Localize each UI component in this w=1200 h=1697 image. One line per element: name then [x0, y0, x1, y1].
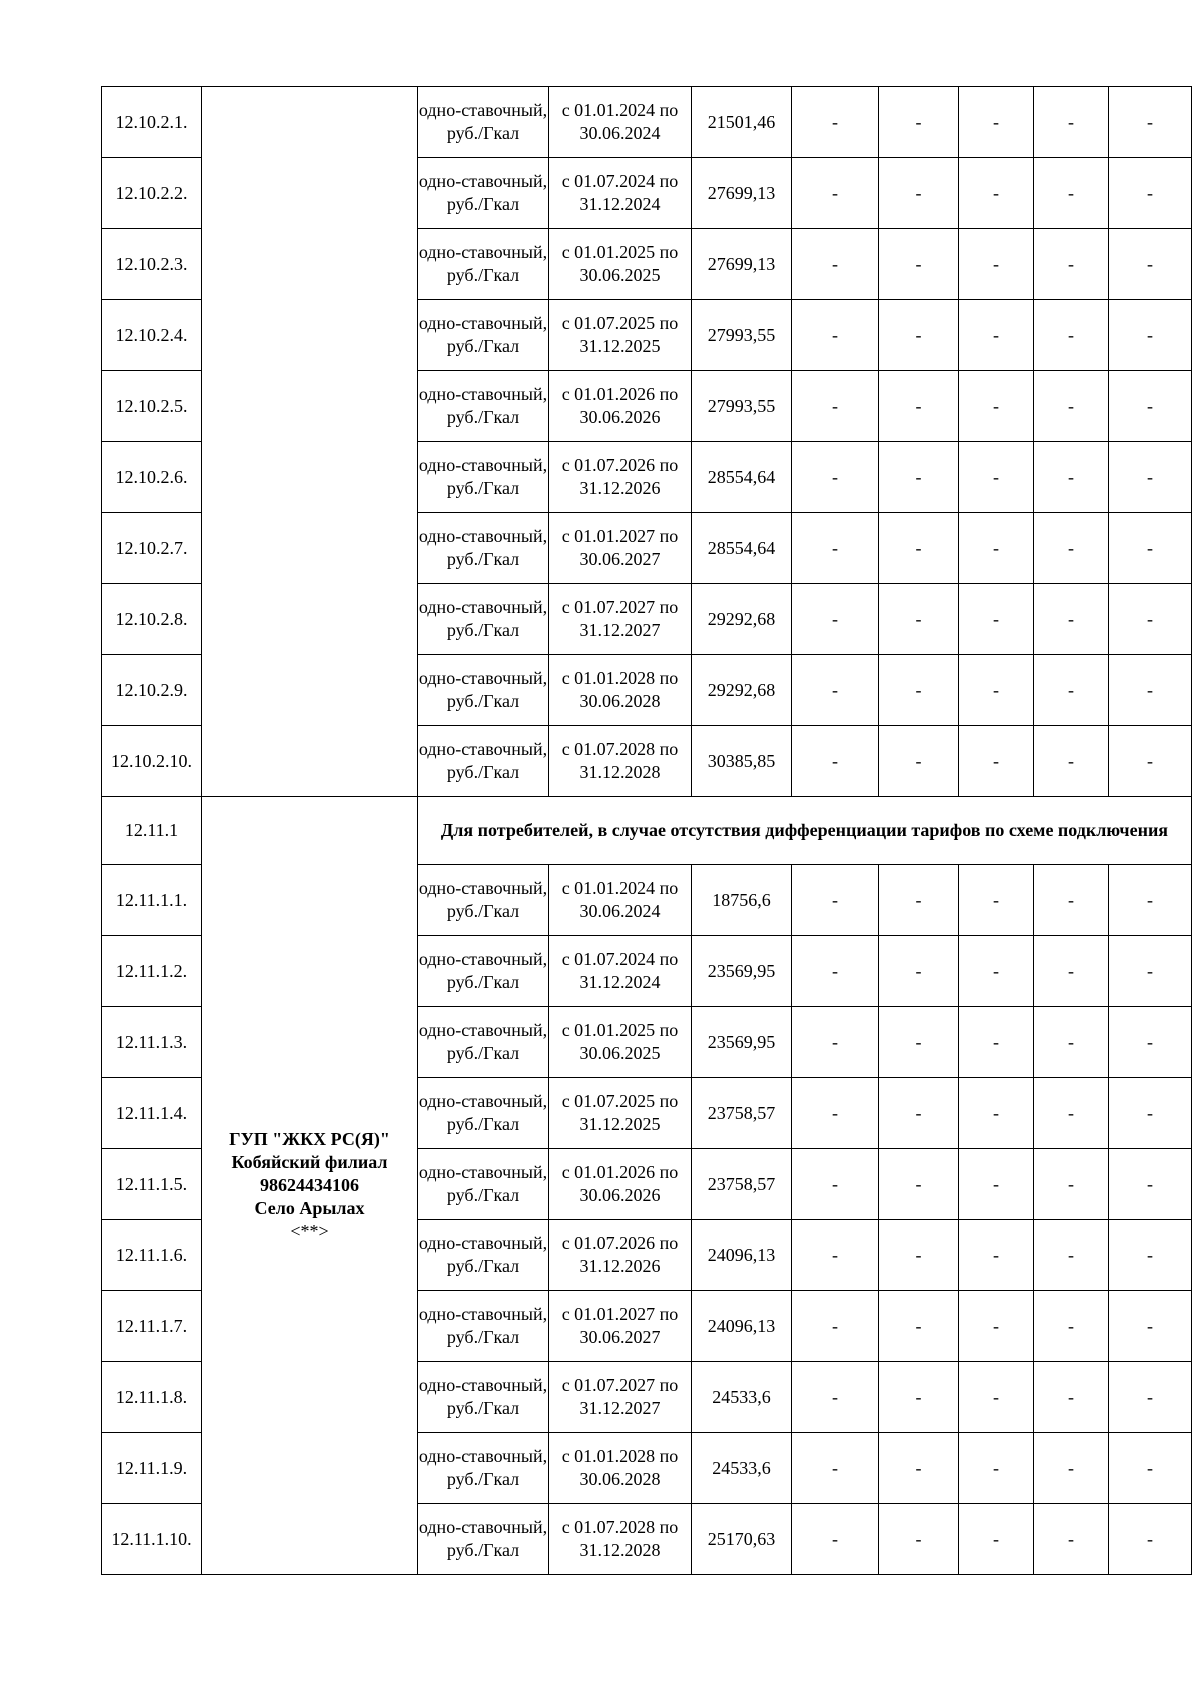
- tariff-value-cell: 23758,57: [692, 1149, 792, 1220]
- empty-value-cell: -: [1034, 1291, 1109, 1362]
- empty-value-cell: -: [792, 513, 879, 584]
- empty-value-cell: -: [1034, 726, 1109, 797]
- empty-value-cell: -: [1109, 1433, 1192, 1504]
- empty-value-cell: -: [959, 229, 1034, 300]
- tariff-value-cell: 24096,13: [692, 1220, 792, 1291]
- section-header-row: [102, 797, 1192, 865]
- empty-value-cell: -: [1109, 1504, 1192, 1575]
- empty-value-cell: -: [1109, 300, 1192, 371]
- empty-value-cell: -: [1034, 371, 1109, 442]
- rate-type-cell: одно-ставочный, руб./Гкал: [418, 87, 549, 158]
- period-cell: с 01.07.2027 по 31.12.2027: [549, 1362, 692, 1433]
- row-number-cell: 12.10.2.1.: [102, 87, 202, 158]
- rate-type-cell: одно-ставочный, руб./Гкал: [418, 1007, 549, 1078]
- empty-value-cell: -: [959, 655, 1034, 726]
- empty-value-cell: -: [1034, 300, 1109, 371]
- empty-value-cell: -: [1109, 726, 1192, 797]
- period-cell: с 01.01.2024 по 30.06.2024: [549, 865, 692, 936]
- empty-value-cell: -: [959, 300, 1034, 371]
- empty-value-cell: -: [792, 300, 879, 371]
- empty-value-cell: -: [1034, 936, 1109, 1007]
- period-cell: с 01.07.2025 по 31.12.2025: [549, 300, 692, 371]
- empty-value-cell: -: [959, 726, 1034, 797]
- empty-value-cell: -: [1109, 371, 1192, 442]
- section-header-note: Для потребителей, в случае отсутствия дифференциации тарифов по схеме подключения: [418, 797, 1192, 865]
- empty-value-cell: -: [879, 1220, 959, 1291]
- empty-value-cell: -: [792, 1291, 879, 1362]
- empty-value-cell: -: [959, 1220, 1034, 1291]
- rate-type-cell: одно-ставочный, руб./Гкал: [418, 1149, 549, 1220]
- empty-value-cell: -: [792, 936, 879, 1007]
- tariff-value-cell: 27699,13: [692, 158, 792, 229]
- empty-value-cell: -: [792, 1362, 879, 1433]
- empty-value-cell: -: [879, 1433, 959, 1504]
- empty-value-cell: -: [1109, 584, 1192, 655]
- tariff-value-cell: 24096,13: [692, 1291, 792, 1362]
- row-number-cell: 12.11.1.7.: [102, 1291, 202, 1362]
- empty-value-cell: -: [959, 1078, 1034, 1149]
- rate-type-cell: одно-ставочный, руб./Гкал: [418, 371, 549, 442]
- empty-value-cell: -: [1109, 442, 1192, 513]
- org-inn: 98624434106: [260, 1175, 359, 1195]
- row-number-cell: 12.11.1.8.: [102, 1362, 202, 1433]
- tariff-value-cell: 23569,95: [692, 1007, 792, 1078]
- empty-value-cell: -: [879, 936, 959, 1007]
- tariff-value-cell: 28554,64: [692, 513, 792, 584]
- empty-value-cell: -: [879, 1149, 959, 1220]
- empty-value-cell: -: [879, 513, 959, 584]
- empty-value-cell: -: [959, 1007, 1034, 1078]
- tariff-value-cell: 18756,6: [692, 865, 792, 936]
- period-cell: с 01.07.2027 по 31.12.2027: [549, 584, 692, 655]
- rate-type-cell: одно-ставочный, руб./Гкал: [418, 1504, 549, 1575]
- period-cell: с 01.07.2028 по 31.12.2028: [549, 726, 692, 797]
- empty-value-cell: -: [879, 371, 959, 442]
- empty-value-cell: -: [879, 1007, 959, 1078]
- empty-value-cell: -: [1034, 1504, 1109, 1575]
- period-cell: с 01.01.2026 по 30.06.2026: [549, 371, 692, 442]
- row-number-cell: 12.11.1.3.: [102, 1007, 202, 1078]
- empty-value-cell: -: [1109, 158, 1192, 229]
- section-number-cell: 12.11.1: [102, 797, 202, 865]
- empty-value-cell: -: [959, 442, 1034, 513]
- empty-value-cell: -: [1034, 442, 1109, 513]
- empty-value-cell: -: [959, 158, 1034, 229]
- tariff-value-cell: 28554,64: [692, 442, 792, 513]
- empty-value-cell: -: [792, 371, 879, 442]
- period-cell: с 01.07.2024 по 31.12.2024: [549, 936, 692, 1007]
- empty-value-cell: -: [792, 442, 879, 513]
- empty-value-cell: -: [792, 1007, 879, 1078]
- empty-value-cell: -: [1034, 229, 1109, 300]
- empty-value-cell: -: [959, 87, 1034, 158]
- empty-value-cell: -: [879, 584, 959, 655]
- empty-value-cell: -: [959, 1291, 1034, 1362]
- empty-value-cell: -: [879, 158, 959, 229]
- rate-type-cell: одно-ставочный, руб./Гкал: [418, 513, 549, 584]
- tariff-value-cell: 25170,63: [692, 1504, 792, 1575]
- empty-value-cell: -: [1109, 936, 1192, 1007]
- tariff-value-cell: 27993,55: [692, 300, 792, 371]
- row-number-cell: 12.10.2.9.: [102, 655, 202, 726]
- tariff-value-cell: 21501,46: [692, 87, 792, 158]
- row-number-cell: 12.11.1.10.: [102, 1504, 202, 1575]
- rate-type-cell: одно-ставочный, руб./Гкал: [418, 1220, 549, 1291]
- period-cell: с 01.01.2026 по 30.06.2026: [549, 1149, 692, 1220]
- period-cell: с 01.01.2027 по 30.06.2027: [549, 1291, 692, 1362]
- tariff-value-cell: 30385,85: [692, 726, 792, 797]
- org-branch: Кобяйский филиал: [231, 1152, 388, 1172]
- tariff-value-cell: 29292,68: [692, 655, 792, 726]
- empty-value-cell: -: [1034, 1362, 1109, 1433]
- empty-value-cell: -: [1034, 1433, 1109, 1504]
- row-number-cell: 12.10.2.5.: [102, 371, 202, 442]
- organization-cell: [202, 797, 418, 1575]
- empty-value-cell: -: [879, 655, 959, 726]
- empty-value-cell: -: [879, 300, 959, 371]
- empty-value-cell: -: [1109, 655, 1192, 726]
- rate-type-cell: одно-ставочный, руб./Гкал: [418, 584, 549, 655]
- rate-type-cell: одно-ставочный, руб./Гкал: [418, 936, 549, 1007]
- empty-value-cell: -: [959, 513, 1034, 584]
- row-number-cell: 12.10.2.2.: [102, 158, 202, 229]
- row-number-cell: 12.11.1.1.: [102, 865, 202, 936]
- empty-value-cell: -: [959, 1362, 1034, 1433]
- row-number-cell: 12.11.1.9.: [102, 1433, 202, 1504]
- empty-value-cell: -: [1109, 1362, 1192, 1433]
- row-number-cell: 12.10.2.3.: [102, 229, 202, 300]
- empty-value-cell: -: [879, 1078, 959, 1149]
- empty-value-cell: -: [1034, 513, 1109, 584]
- empty-value-cell: -: [1034, 87, 1109, 158]
- empty-value-cell: -: [1109, 87, 1192, 158]
- empty-value-cell: -: [959, 1433, 1034, 1504]
- rate-type-cell: одно-ставочный, руб./Гкал: [418, 300, 549, 371]
- empty-value-cell: -: [792, 158, 879, 229]
- empty-value-cell: -: [959, 936, 1034, 1007]
- empty-value-cell: -: [792, 1433, 879, 1504]
- empty-value-cell: -: [792, 726, 879, 797]
- empty-value-cell: -: [1109, 229, 1192, 300]
- empty-value-cell: -: [792, 655, 879, 726]
- period-cell: с 01.07.2026 по 31.12.2026: [549, 1220, 692, 1291]
- period-cell: с 01.07.2026 по 31.12.2026: [549, 442, 692, 513]
- empty-value-cell: -: [1109, 1291, 1192, 1362]
- org-footnote: <**>: [290, 1221, 329, 1241]
- row-number-cell: 12.10.2.6.: [102, 442, 202, 513]
- org-locality: Село Арылах: [254, 1198, 365, 1218]
- period-cell: с 01.01.2027 по 30.06.2027: [549, 513, 692, 584]
- row-number-cell: 12.10.2.8.: [102, 584, 202, 655]
- empty-value-cell: -: [1034, 655, 1109, 726]
- tariff-value-cell: 23758,57: [692, 1078, 792, 1149]
- empty-value-cell: -: [792, 1220, 879, 1291]
- tariff-table-body: [102, 87, 1192, 1575]
- period-cell: с 01.07.2028 по 31.12.2028: [549, 1504, 692, 1575]
- empty-value-cell: -: [1034, 1078, 1109, 1149]
- row-number-cell: 12.10.2.10.: [102, 726, 202, 797]
- period-cell: с 01.07.2024 по 31.12.2024: [549, 158, 692, 229]
- tariff-value-cell: 24533,6: [692, 1433, 792, 1504]
- empty-value-cell: -: [959, 1504, 1034, 1575]
- rate-type-cell: одно-ставочный, руб./Гкал: [418, 1433, 549, 1504]
- tariff-table: [101, 86, 1192, 1575]
- empty-value-cell: -: [1034, 584, 1109, 655]
- rate-type-cell: одно-ставочный, руб./Гкал: [418, 655, 549, 726]
- period-cell: с 01.01.2025 по 30.06.2025: [549, 1007, 692, 1078]
- rate-type-cell: одно-ставочный, руб./Гкал: [418, 1078, 549, 1149]
- empty-value-cell: -: [959, 865, 1034, 936]
- period-cell: с 01.01.2024 по 30.06.2024: [549, 87, 692, 158]
- period-cell: с 01.01.2028 по 30.06.2028: [549, 1433, 692, 1504]
- table-row: [102, 87, 1192, 158]
- rate-type-cell: одно-ставочный, руб./Гкал: [418, 865, 549, 936]
- empty-value-cell: -: [1109, 1220, 1192, 1291]
- empty-value-cell: -: [879, 1291, 959, 1362]
- row-number-cell: 12.11.1.5.: [102, 1149, 202, 1220]
- empty-value-cell: -: [1034, 1220, 1109, 1291]
- empty-value-cell: -: [1034, 1007, 1109, 1078]
- empty-value-cell: -: [1109, 1007, 1192, 1078]
- rate-type-cell: одно-ставочный, руб./Гкал: [418, 1362, 549, 1433]
- empty-value-cell: -: [1109, 513, 1192, 584]
- row-number-cell: 12.11.1.4.: [102, 1078, 202, 1149]
- rate-type-cell: одно-ставочный, руб./Гкал: [418, 442, 549, 513]
- empty-value-cell: -: [1034, 865, 1109, 936]
- empty-value-cell: -: [959, 371, 1034, 442]
- row-number-cell: 12.10.2.4.: [102, 300, 202, 371]
- tariff-value-cell: 27993,55: [692, 371, 792, 442]
- empty-value-cell: -: [879, 442, 959, 513]
- empty-value-cell: -: [879, 1362, 959, 1433]
- tariff-value-cell: 24533,6: [692, 1362, 792, 1433]
- rate-type-cell: одно-ставочный, руб./Гкал: [418, 1291, 549, 1362]
- row-number-cell: 12.11.1.6.: [102, 1220, 202, 1291]
- empty-value-cell: -: [1109, 865, 1192, 936]
- rate-type-cell: одно-ставочный, руб./Гкал: [418, 229, 549, 300]
- empty-value-cell: -: [792, 87, 879, 158]
- empty-value-cell: -: [792, 1078, 879, 1149]
- period-cell: с 01.01.2025 по 30.06.2025: [549, 229, 692, 300]
- period-cell: с 01.01.2028 по 30.06.2028: [549, 655, 692, 726]
- rate-type-cell: одно-ставочный, руб./Гкал: [418, 726, 549, 797]
- empty-value-cell: -: [1109, 1149, 1192, 1220]
- row-number-cell: 12.11.1.2.: [102, 936, 202, 1007]
- empty-value-cell: -: [1034, 1149, 1109, 1220]
- empty-value-cell: -: [792, 1504, 879, 1575]
- empty-value-cell: -: [879, 726, 959, 797]
- empty-value-cell: -: [792, 229, 879, 300]
- empty-value-cell: -: [959, 1149, 1034, 1220]
- empty-value-cell: -: [792, 1149, 879, 1220]
- empty-value-cell: -: [1109, 1078, 1192, 1149]
- empty-value-cell: -: [792, 865, 879, 936]
- empty-value-cell: -: [792, 584, 879, 655]
- empty-value-cell: -: [1034, 158, 1109, 229]
- rate-type-cell: одно-ставочный, руб./Гкал: [418, 158, 549, 229]
- empty-value-cell: -: [879, 229, 959, 300]
- organization-cell-empty: [202, 87, 418, 797]
- tariff-value-cell: 27699,13: [692, 229, 792, 300]
- empty-value-cell: -: [879, 865, 959, 936]
- tariff-value-cell: 23569,95: [692, 936, 792, 1007]
- empty-value-cell: -: [879, 87, 959, 158]
- org-name: ГУП "ЖКХ РС(Я)": [229, 1129, 390, 1149]
- tariff-value-cell: 29292,68: [692, 584, 792, 655]
- row-number-cell: 12.10.2.7.: [102, 513, 202, 584]
- empty-value-cell: -: [879, 1504, 959, 1575]
- period-cell: с 01.07.2025 по 31.12.2025: [549, 1078, 692, 1149]
- empty-value-cell: -: [959, 584, 1034, 655]
